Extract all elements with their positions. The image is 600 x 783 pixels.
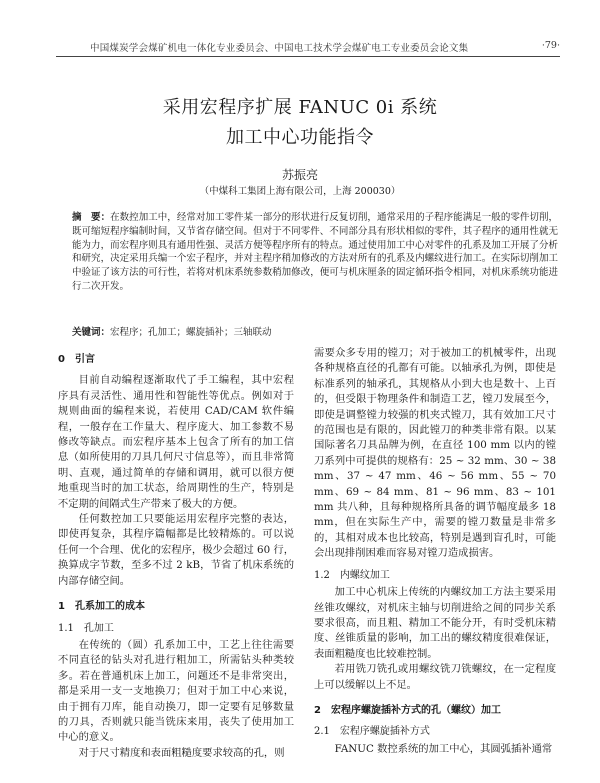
abstract-text: 在数控加工中，经常对加工零件某一部分的形状进行反复切削，通常采用的子程序能满足一般的零件切削，既可缩短程序编制时间，又节省存储空间。但对于不同零件、不同部分具有形状相似的零件，其子程序的通用性就无能为力，而宏程序则具有通用性强、灵活方便等程序所有的特点。通过使用加工中心对零件的孔系及加工开展了分析和研究，决定采用兵编一个宏子程序，并对主程序稍加修改的方法对所有的孔系及内螺纹进行加工。在实际切削加工中验证了该方法的可行性，若将对机床系统参数稍加修改，便可与机床厘条的固定循环指令相同，对机床系统功能进行二次开发。 (72, 212, 558, 292)
section-1-1-heading: 1.1 孔加工 (58, 622, 114, 634)
running-header (56, 40, 560, 56)
section-1-1-paragraph-1: 在传统的（圆）孔系加工中，工艺上往往需要不同直径的钻头对孔进行粗加工，所需钻头种类较多。若在普通机床上加工，问题还不是非常突出，都是采用一支一支地换刀；但对于加工中心来说，由于拥有刀库，能自动换刀，即一定要有足够数量的刀具，否则就只能当铣床来用，丧失了使用加工中心的意义。 (58, 638, 294, 744)
intro-paragraph-1: 目前自动编程逐渐取代了手工编程，其中宏程序具有灵活性、通用性和智能性等优点。例如对于规则曲面的编程来说，若使用 CAD/CAM 软件编程，一般存在工作量大、程序庞大、加工参数不易修改等缺点。而宏程序基本上包含了所有的加工信息（如所使用的刀具几何尺寸信息等），而且非常简明、直观，通过简单的存储和调用，就可以很方便地重现当时的加工状态，给周期性的生产，特别是不定期的间隔式生产带来了极大的方便。 (58, 374, 294, 510)
keywords (72, 324, 558, 338)
title-line-2: 加工中心功能指令 (226, 127, 374, 148)
section-0-heading: 0 引言 (58, 354, 95, 365)
section-2-1-heading: 2.1 宏程序螺旋插补方式 (314, 726, 430, 738)
header-rule (56, 56, 560, 57)
section-1-1-continued: 需要众多专用的镗刀；对于被加工的机械零件，出现各种规格直径的孔都有可能。以轴承孔为例，即使是标准系列的轴承孔，其规格从小到大也是数十、上百的，但受限于物理条件和制造工艺，镗刀发展至今，即使是调整镗力较强的机夹式镗刀，其有效加工尺寸的范围也是有限的，因此镗刀的种类非常有限。以某国际著名刀具品牌为例，在直径 100 mm 以内的镗刀系列中可提供的规格有：25 ~ 32 mm、30 ~ 38 mm、37 ~ 47 mm、46 ~ 56 mm、55 ~ 70 mm、69 ~ 84 mm、81 ~ 96 mm、83 ~ 101 mm 共八种，且每种规格所具备的调节幅度最多 18 mm，但在实际生产中，需要的镗刀数量是非常多的，其相对成本也比较高，特别是遇到盲孔时，可能会出现排削困难而容易对镗刀造成损害。 (314, 347, 556, 560)
section-1-2-heading: 1.2 内螺纹加工 (314, 569, 390, 581)
section-1-heading: 1 孔系加工的成本 (58, 601, 145, 613)
section-1-2-paragraph-2: 若用铣刀铣孔或用螺纹铣刀铣螺纹，在一定程度上可以缓解以上不足。 (314, 663, 556, 691)
abstract (72, 211, 558, 294)
paper-title (0, 93, 600, 153)
right-column (314, 346, 556, 757)
author-affiliation: （中煤科工集团上海有限公司，上海 200030） (199, 186, 401, 197)
section-1-2-paragraph-1: 加工中心机床上传统的内螺纹加工方法主要采用丝锥攻螺纹，对机床主轴与切削进给之间的同步关系要求很高，而且粗、精加工不能分开，有时受机床精度、丝锥质量的影响，加工出的螺纹精度很难保证，表面粗糙度也比较难控制。 (314, 586, 556, 660)
keywords-text: 宏程序；孔加工；螺旋插补；三轴联动 (110, 327, 272, 338)
left-column (58, 342, 294, 761)
journal-header-text: 中国煤炭学会煤矿机电一体化专业委员会、中国电工技术学会煤矿电工专业委员会论文集 (90, 43, 469, 54)
section-2-1-paragraph-1: FANUC 数控系统的加工中心，其圆弧插补通常 (334, 742, 553, 755)
section-2-heading: 2 宏程序螺旋插补方式的孔（螺纹）加工 (314, 704, 501, 716)
author-name: 苏振亮 (281, 168, 318, 182)
page-number: ·79· (541, 40, 560, 51)
intro-paragraph-2: 任何数控加工只要能运用宏程序完整的表达，即使再复杂，其程序篇幅都是比较精炼的。可以说任何一个合理、优化的宏程序，极少会超过 60 行，换算成字节数，至多不过 2 kB，节省了机床系统的内部存储空间。 (58, 513, 294, 587)
section-1-1-paragraph-2: 对于尺寸精度和表面粗糙度要求较高的孔，则 (78, 746, 285, 759)
title-line-1: 采用宏程序扩展 FANUC 0i 系统 (162, 97, 438, 118)
keywords-label: 关键词： (72, 327, 111, 338)
abstract-label: 摘 要： (72, 212, 111, 223)
